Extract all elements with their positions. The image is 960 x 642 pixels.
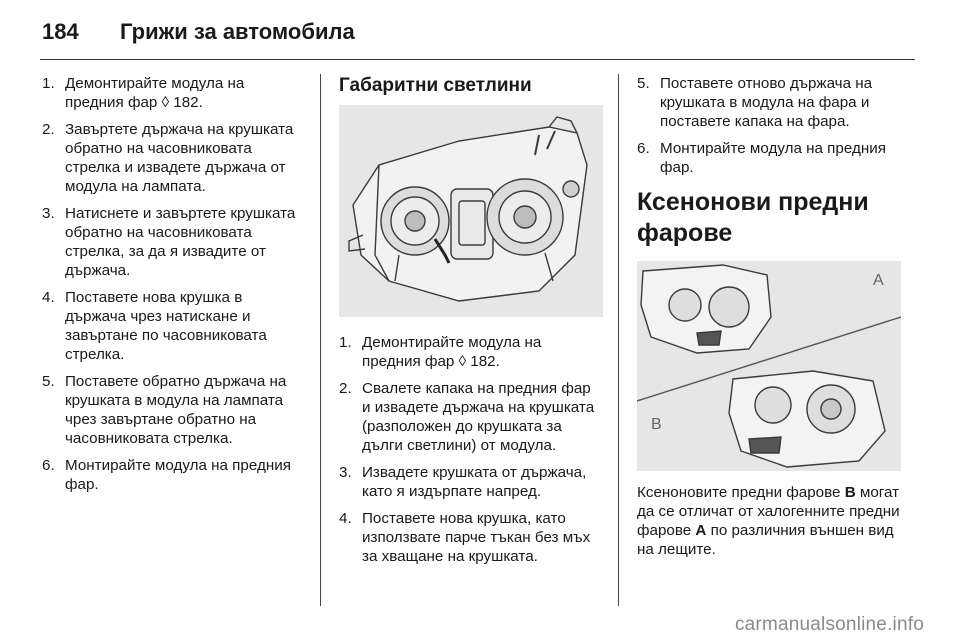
left-column <box>42 74 306 502</box>
list-item: 4. Поставете нова крушка, като използвате парче тъкан без мъх за хващане на крушката. <box>339 510 591 565</box>
figure-label-b: B <box>651 416 662 433</box>
page-header <box>42 14 355 50</box>
left-steps-list <box>42 74 306 494</box>
xenon-figure-caption: Ксеноновите предни фарове B могат да се отличат от халогенните предни фарове A по различния външен вид на лещите. <box>637 484 900 558</box>
list-item: 3. Извадете крушката от държача, като я издърпате напред. <box>339 464 587 500</box>
list-item: 5. Поставете отново държача на крушката в модула на фара и поставете капака на фара. <box>637 75 873 130</box>
middle-steps-list <box>339 333 603 566</box>
right-steps-list <box>637 74 903 177</box>
list-item: 3. Натиснете и завъртете крушката обратно на часовниковата стрелка, за да я извадите от държача. <box>42 205 296 279</box>
list-item: 2. Свалете капака на предния фар и извадете държача на крушката (разположен до крушката за дълги светлини) от модула. <box>339 380 595 454</box>
section-title-parking-lights: Габаритни светлини <box>339 75 532 96</box>
list-item: 1. Демонтирайте модула на предния фар ◊ 182. <box>42 75 245 111</box>
list-item: 6. Монтирайте модула на предния фар. <box>637 140 886 176</box>
headlamp-comparison-drawing <box>637 261 901 471</box>
section-title-xenon-headlights: Ксенонови предни фарове <box>637 188 869 247</box>
list-item: 4. Поставете нова крушка в държача чрез натискане и завъртане по часовниковата стрелка. <box>42 289 267 363</box>
page-title: Грижи за автомобила <box>120 19 355 44</box>
xenon-headlamp-illustration <box>637 261 901 471</box>
list-item: 2. Завъртете държача на крушката обратно на часовниковата стрелка и извадете държача от модула на лампата. <box>42 121 294 195</box>
column-divider-1 <box>320 74 321 606</box>
list-item: 1. Демонтирайте модула на предния фар ◊ 182. <box>339 334 542 370</box>
column-divider-2 <box>618 74 619 606</box>
headlamp-rear-drawing <box>339 105 603 317</box>
middle-column <box>339 74 603 574</box>
right-column <box>637 74 903 559</box>
header-rule <box>40 59 915 60</box>
watermark: carmanualsonline.info <box>734 614 924 635</box>
figure-label-a: A <box>873 272 884 289</box>
list-item: 6. Монтирайте модула на предния фар. <box>42 457 291 493</box>
headlamp-rear-illustration <box>339 105 603 317</box>
page-number: 184 <box>42 19 79 44</box>
list-item: 5. Поставете обратно държача на крушката в модула на лампата чрез завъртане обратно на часовниковата стрелка. <box>42 373 287 447</box>
